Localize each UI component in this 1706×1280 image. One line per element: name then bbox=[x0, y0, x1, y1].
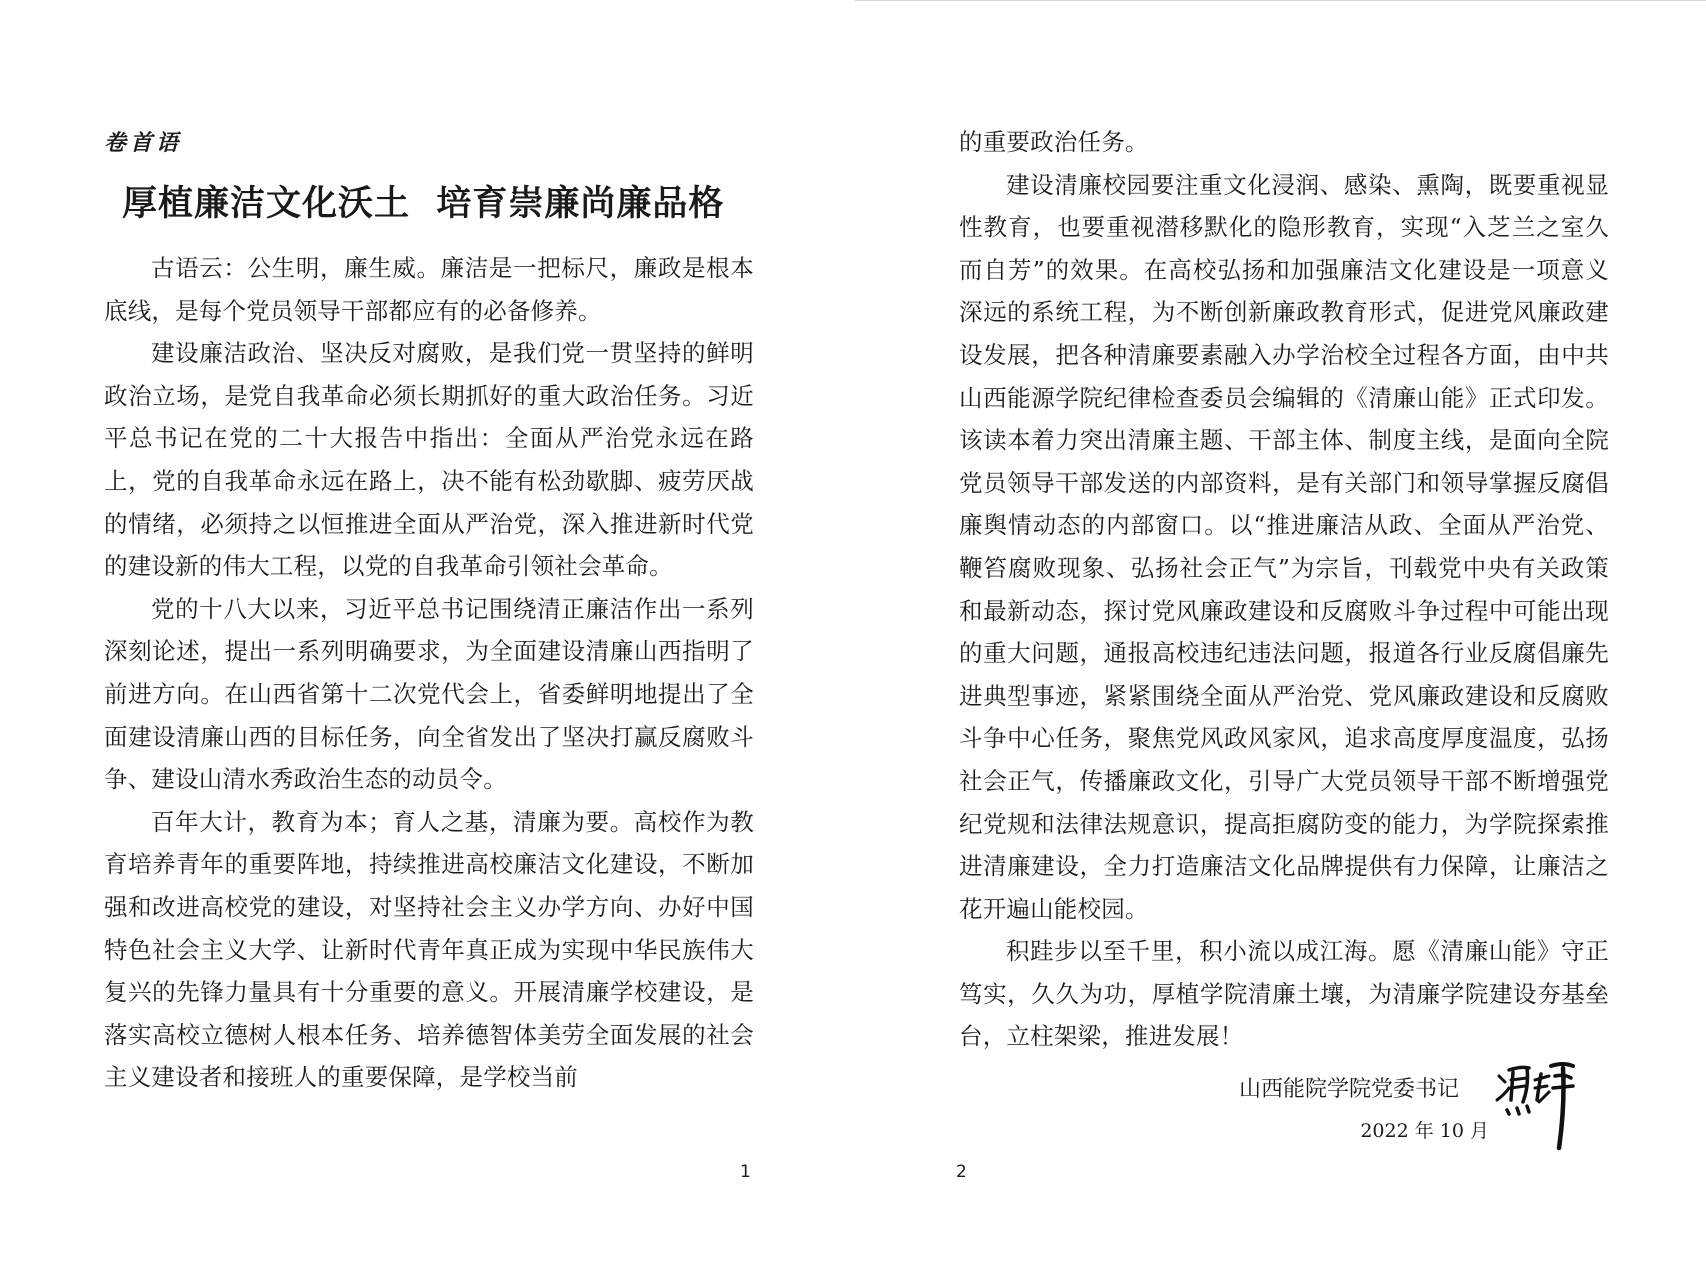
paragraph: 党的十八大以来，习近平总书记围绕清正廉洁作出一系列深刻论述，提出一系列明确要求，为全面建设清廉山西指明了前进方向。在山西省第十二次党代会上，省委鲜明地提出了全面建设清廉山西的目标任务，向全省发出了坚决打赢反腐败斗争、建设山清水秀政治生态的动员令。 bbox=[104, 594, 754, 794]
handwritten-signature bbox=[1493, 1056, 1577, 1152]
paragraph: 建设廉洁政治、坚决反对腐败，是我们党一贯坚持的鲜明政治立场，是党自我革命必须长期抓好的重大政治任务。习近平总书记在党的二十大报告中指出：全面从严治党永远在路上，党的自我革命永远在路上，决不能有松劲歇脚、疲劳厌战的情绪，必须持之以恒推进全面从严治党，深入推进新时代党的建设新的伟大工程，以党的自我革命引领社会革命。 bbox=[104, 339, 754, 581]
right-page bbox=[853, 0, 1706, 1280]
right-page-body bbox=[959, 121, 1609, 1058]
left-page-body bbox=[104, 247, 754, 1099]
signer-title: 山西能院学院党委书记 bbox=[1239, 1077, 1460, 1102]
date: 2022 年 10 月 bbox=[1360, 1120, 1489, 1142]
paragraph: 百年大计，教育为本；育人之基，清廉为要。高校作为教育培养青年的重要阵地，持续推进高校廉洁文化建设，不断加强和改进高校党的建设，对坚持社会主义办学方向、办好中国特色社会主义大学、让新时代青年真正成为实现中华民族伟大复兴的先锋力量具有十分重要的意义。开展清廉学校建设，是落实高校立德树人根本任务、培养德智体美劳全面发展的社会主义建设者和接班人的重要保障，是学校当前 bbox=[104, 807, 754, 1092]
page-number: 1 bbox=[740, 1162, 751, 1182]
page-number: 2 bbox=[956, 1162, 967, 1182]
paragraph: 积跬步以至千里，积小流以成江海。愿《清廉山能》守正笃实，久久为功，厚植学院清廉土壤，为清廉学院建设夯基垒台，立柱架梁，推进发展！ bbox=[959, 937, 1609, 1051]
paragraph-continuation: 的重要政治任务。 bbox=[959, 128, 1149, 156]
paragraph: 建设清廉校园要注重文化浸润、感染、熏陶，既要重视显性教育，也要重视潜移默化的隐形教育，实现“入芝兰之室久而自芳”的效果。在高校弘扬和加强廉洁文化建设是一项意义深远的系统工程，为不断创新廉政教育形式，促进党风廉政建设发展，把各种清廉要素融入办学治校全过程各方面，由中共山西能源学院纪律检查委员会编辑的《清廉山能》正式印发。该读本着力突出清廉主题、干部主体、制度主线，是面向全院党员领导干部发送的内部资料，是有关部门和领导掌握反腐倡廉舆情动态的内部窗口。以“推进廉洁从政、全面从严治党、鞭笞腐败现象、弘扬社会正气”为宗旨，刊载党中央有关政策和最新动态，探讨党风廉政建设和反腐败斗争过程中可能出现的重大问题，通报高校违纪违法问题，报道各行业反腐倡廉先进典型事迹，紧紧围绕全面从严治党、党风廉政建设和反腐败斗争中心任务，聚焦党风政风家风，追求高度厚度温度，弘扬社会正气，传播廉政文化，引导广大党员领导干部不断增强党纪党规和法律法规意识，提高拒腐防变的能力，为学院探索推进清廉建设，全力打造廉洁文化品牌提供有力保障，让廉洁之花开遍山能校园。 bbox=[959, 170, 1609, 923]
signature-block bbox=[1239, 1060, 1569, 1180]
article-title: 厚植廉洁文化沃土 培育崇廉尚廉品格 bbox=[122, 184, 725, 224]
section-label: 卷首语 bbox=[104, 130, 183, 156]
paragraph: 古语云：公生明，廉生威。廉洁是一把标尺，廉政是根本底线，是每个党员领导干部都应有的必备修养。 bbox=[104, 254, 754, 325]
